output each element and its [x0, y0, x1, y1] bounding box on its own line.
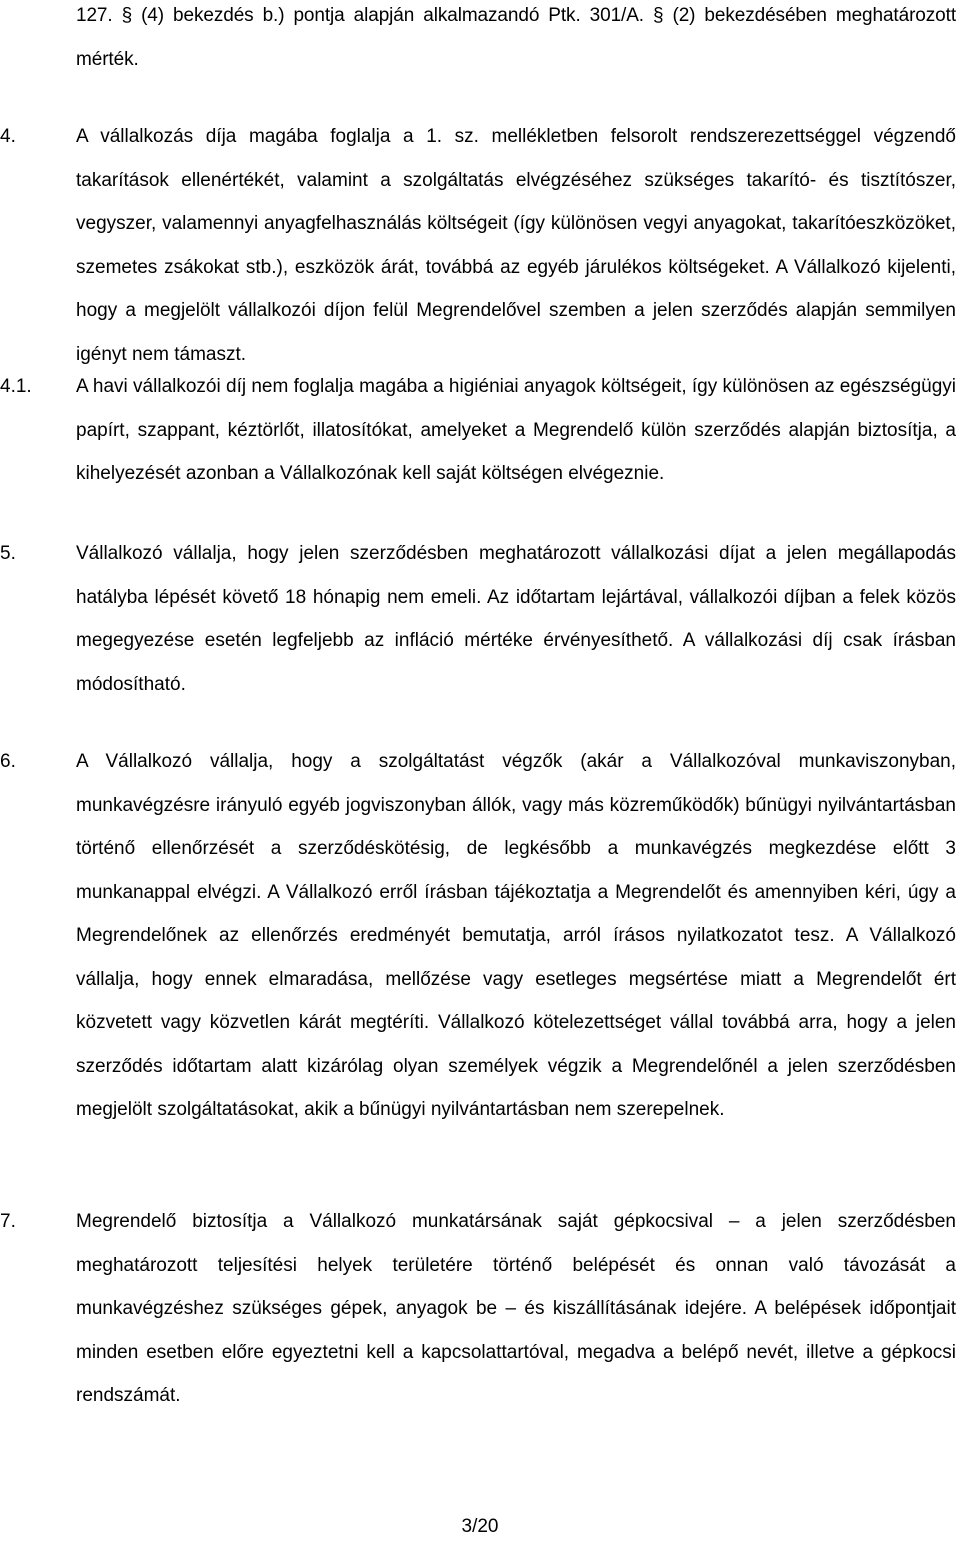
section-text: A vállalkozás díja magába foglalja a 1. sz. mellékletben felsorolt rendszerezettséggel végzendő takarítások ellenértékét, valamint a szolgáltatás elvégzéséhez szükséges takarító- és tisztítószer, vegyszer, valamennyi anyagfelhasználás költségeit (így különösen vegyi anyagokat, takarítóeszközöket, szemetes zsákokat stb.), eszközök árát, továbbá az egyéb járulékos költségeket. A Vállalkozó kijelenti, hogy a megjelölt vállalkozói díjon felül Megrendelővel szemben a jelen szerződés alapján semmilyen igényt nem támaszt.	[76, 126, 956, 365]
section-number: 4.1.	[0, 376, 32, 397]
section-text: Vállalkozó vállalja, hogy jelen szerződésben meghatározott vállalkozási díjat a jelen megállapodás hatályba lépését követő 18 hónapig nem emeli. Az időtartam lejártával, vállalkozói díjban a felek közös megegyezése esetén legfeljebb az infláció mértéke érvényesíthető. A vállalkozási díj csak írásban módosítható.	[76, 543, 956, 695]
section-text: Megrendelő biztosítja a Vállalkozó munkatársának saját gépkocsival – a jelen szerződésben meghatározott teljesítési helyek területére történő belépését és onnan való távozását a munkavégzéshez szükséges gépek, anyagok be – és kiszállításának idejére. A belépések időpontjait minden esetben előre egyeztetni kell a kapcsolattartóval, megadva a belépő nevét, illetve a gépkocsi rendszámát.	[76, 1211, 956, 1406]
section-text: A Vállalkozó vállalja, hogy a szolgáltatást végzők (akár a Vállalkozóval munkaviszonyban, munkavégzésre irányuló egyéb jogviszonyban állók, vagy más közreműködők) bűnügyi nyilvántartásban történő ellenőrzését a szerződéskötésig, de legkésőbb a munkavégzés megkezdése előtt 3 munkanappal elvégzi. A Vállalkozó erről írásban tájékoztatja a Megrendelőt és amennyiben kéri, úgy a Megrendelőnek az ellenőrzés eredményét bemutatja, arról írásos nyilatkozatot tesz. A Vállalkozó vállalja, hogy ennek elmaradása, mellőzése vagy esetleges megsértése miatt a Megrendelőt ért közvetett vagy közvetlen kárát megtéríti. Vállalkozó kötelezettséget vállal továbbá arra, hogy a jelen szerződés időtartam alatt kizárólag olyan személyek végzik a Megrendelőnél a jelen szerződésben megjelölt szolgáltatásokat, akik a bűnügyi nyilvántartásban nem szerepelnek.	[76, 751, 956, 1120]
section-number: 6.	[0, 751, 16, 772]
section-number: 5.	[0, 543, 16, 564]
page-number: 3/20	[461, 1516, 499, 1537]
section-number: 7.	[0, 1211, 16, 1232]
section-number: 4.	[0, 126, 16, 147]
continued-paragraph: 127. § (4) bekezdés b.) pontja alapján alkalmazandó Ptk. 301/A. § (2) bekezdésében meghatározott mérték.	[76, 5, 956, 70]
section-text: A havi vállalkozói díj nem foglalja magába a higiéniai anyagok költségeit, így különösen az egészségügyi papírt, szappant, kéztörlőt, illatosítókat, amelyeket a Megrendelő külön szerződés alapján biztosítja, a kihelyezését azonban a Vállalkozónak kell saját költségen elvégeznie.	[76, 376, 956, 484]
